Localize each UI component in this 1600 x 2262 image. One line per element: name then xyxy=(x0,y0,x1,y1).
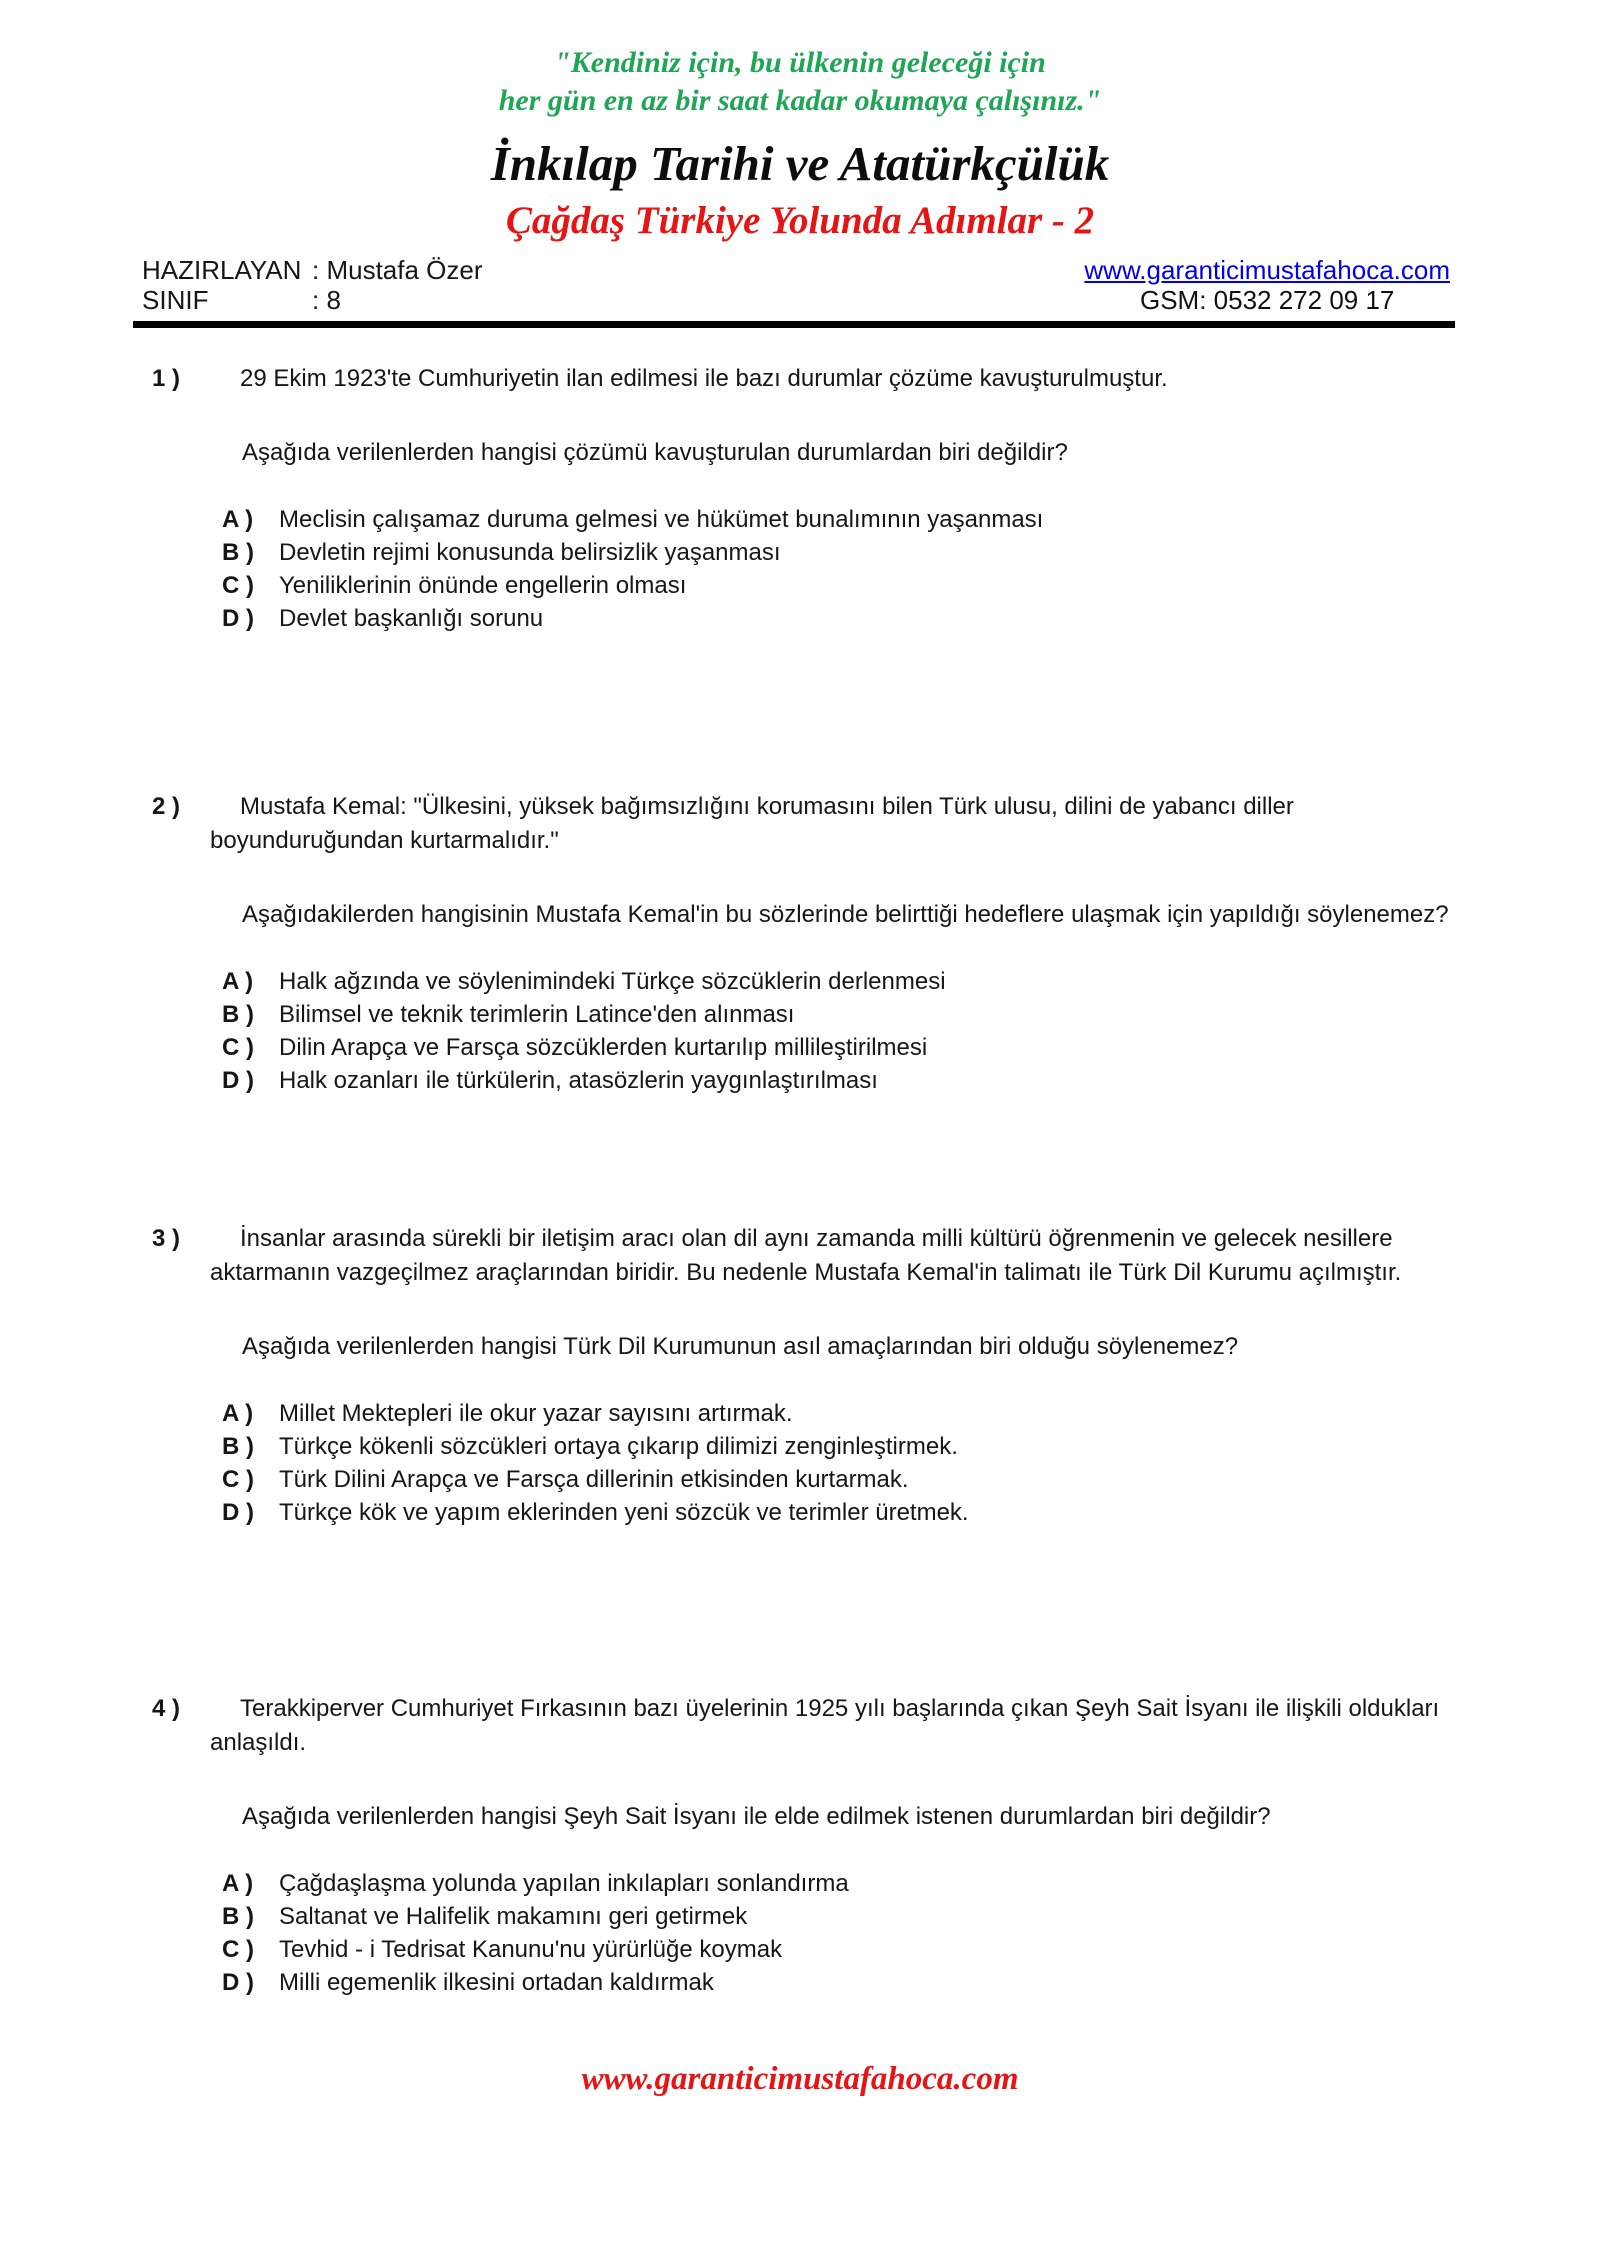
question-number: 2 ) xyxy=(152,793,181,820)
prepared-by-row xyxy=(142,255,483,285)
option-letter: A ) xyxy=(222,506,254,533)
option-letter: C ) xyxy=(222,1936,254,1963)
option-text: Türkçe kökenli sözcükleri ortaya çıkarıp dilimizi zenginleştirmek. xyxy=(279,1433,958,1460)
question-text: İnsanlar arasında sürekli bir iletişim aracı olan dil aynı zamanda milli kültürü öğrenmenin ve gelecek nesillere aktarmanın vazgeçilmez araçlarından biridir. Bu nedenle Mustafa Kemal'in talimatı ile Türk Dil Kurumu açılmıştır. xyxy=(210,1225,1402,1286)
author-info xyxy=(142,255,483,315)
option-a xyxy=(152,1867,1460,1900)
question-number: 4 ) xyxy=(152,1695,181,1722)
prepared-by-value: : Mustafa Özer xyxy=(312,255,483,285)
option-letter: B ) xyxy=(222,539,254,566)
question-3 xyxy=(152,1222,1460,1529)
options-list xyxy=(152,1397,1460,1529)
document-footer xyxy=(0,2059,1600,2099)
document-subtitle: Çağdaş Türkiye Yolunda Adımlar - 2 xyxy=(505,199,1095,242)
option-c xyxy=(152,569,1460,602)
quote-line-1: "Kendiniz için, bu ülkenin geleceği için xyxy=(554,46,1046,79)
question-text: 29 Ekim 1923'te Cumhuriyetin ilan edilmesi ile bazı durumlar çözüme kavuşturulmuştur. xyxy=(240,365,1168,392)
option-b xyxy=(152,536,1460,569)
class-label: SINIF xyxy=(142,285,209,315)
option-text: Türkçe kök ve yapım eklerinden yeni sözcük ve terimler üretmek. xyxy=(279,1499,969,1526)
contact-info xyxy=(1084,255,1450,315)
option-c xyxy=(152,1463,1460,1496)
header-divider xyxy=(133,321,1455,328)
class-value: : 8 xyxy=(312,285,341,315)
option-text: Yeniliklerinin önünde engellerin olması xyxy=(279,572,687,599)
option-text: Devlet başkanlığı sorunu xyxy=(279,605,544,632)
option-d xyxy=(152,1496,1460,1529)
option-letter: A ) xyxy=(222,968,254,995)
option-text: Meclisin çalışamaz duruma gelmesi ve hükümet bunalımının yaşanması xyxy=(279,506,1044,533)
option-letter: C ) xyxy=(222,1034,254,1061)
question-prompt: Aşağıda verilenlerden hangisi çözümü kavuşturulan durumlardan biri değildir? xyxy=(242,439,1068,466)
website-link[interactable]: www.garanticimustafahoca.com xyxy=(1084,255,1450,285)
question-text: Mustafa Kemal: "Ülkesini, yüksek bağımsızlığını korumasını bilen Türk ulusu, dilini de yabancı diller boyunduruğundan kurtarmalıdır." xyxy=(210,793,1294,854)
option-b xyxy=(152,1900,1460,1933)
option-text: Tevhid - i Tedrisat Kanunu'nu yürürlüğe koymak xyxy=(279,1936,783,1963)
option-text: Halk ozanları ile türkülerin, atasözlerin yaygınlaştırılması xyxy=(279,1067,878,1094)
document-title: İnkılap Tarihi ve Atatürkçülük xyxy=(490,136,1110,191)
gsm-number: GSM: 0532 272 09 17 xyxy=(1139,285,1395,315)
option-text: Türk Dilini Arapça ve Farsça dillerinin etkisinden kurtarmak. xyxy=(279,1466,909,1493)
quote-line-2: her gün en az bir saat kadar okumaya çalışınız." xyxy=(498,84,1102,117)
footer-website: www.garanticimustafahoca.com xyxy=(581,2061,1019,2097)
option-text: Devletin rejimi konusunda belirsizlik yaşanması xyxy=(279,539,781,566)
option-letter: C ) xyxy=(222,572,254,599)
options-list xyxy=(152,1867,1460,1999)
option-text: Milli egemenlik ilkesini ortadan kaldırmak xyxy=(279,1969,714,1996)
option-a xyxy=(152,503,1460,536)
prepared-by-label: HAZIRLAYAN xyxy=(142,255,302,285)
question-number: 3 ) xyxy=(152,1225,181,1252)
option-d xyxy=(152,1966,1460,1999)
document-header xyxy=(0,0,1600,328)
option-d xyxy=(152,1064,1460,1097)
option-a xyxy=(152,965,1460,998)
motivational-quote xyxy=(0,44,1600,120)
option-a xyxy=(152,1397,1460,1430)
option-letter: C ) xyxy=(222,1466,254,1493)
option-b xyxy=(152,998,1460,1031)
option-b xyxy=(152,1430,1460,1463)
question-prompt: Aşağıda verilenlerden hangisi Türk Dil Kurumunun asıl amaçlarından biri olduğu söylenemez? xyxy=(242,1333,1239,1360)
option-text: Çağdaşlaşma yolunda yapılan inkılapları sonlandırma xyxy=(279,1870,849,1897)
option-text: Saltanat ve Halifelik makamını geri getirmek xyxy=(279,1903,748,1930)
question-text: Terakkiperver Cumhuriyet Fırkasının bazı üyelerinin 1925 yılı başlarında çıkan Şeyh Sait İsyanı ile ilişkili oldukları anlaşıldı. xyxy=(210,1695,1440,1756)
options-list xyxy=(152,965,1460,1097)
options-list xyxy=(152,503,1460,635)
option-c xyxy=(152,1933,1460,1966)
option-text: Halk ağzında ve söylenimindeki Türkçe sözcüklerin derlenmesi xyxy=(279,968,946,995)
option-d xyxy=(152,602,1460,635)
info-row xyxy=(142,255,1450,315)
question-1 xyxy=(152,362,1460,635)
option-letter: B ) xyxy=(222,1903,254,1930)
option-letter: D ) xyxy=(222,1499,254,1526)
question-number: 1 ) xyxy=(152,365,181,392)
option-text: Millet Mektepleri ile okur yazar sayısını artırmak. xyxy=(279,1400,793,1427)
class-row xyxy=(142,285,483,315)
option-text: Dilin Arapça ve Farsça sözcüklerden kurtarılıp millileştirilmesi xyxy=(279,1034,928,1061)
option-c xyxy=(152,1031,1460,1064)
option-letter: A ) xyxy=(222,1400,254,1427)
option-text: Bilimsel ve teknik terimlerin Latince'den alınması xyxy=(279,1001,795,1028)
option-letter: D ) xyxy=(222,1067,254,1094)
option-letter: D ) xyxy=(222,1969,254,1996)
question-prompt: Aşağıdakilerden hangisinin Mustafa Kemal'in bu sözlerinde belirttiği hedeflere ulaşmak için yapıldığı söylenemez? xyxy=(242,901,1449,928)
option-letter: B ) xyxy=(222,1433,254,1460)
question-4 xyxy=(152,1692,1460,1999)
option-letter: B ) xyxy=(222,1001,254,1028)
option-letter: D ) xyxy=(222,605,254,632)
questions-area xyxy=(152,362,1460,1999)
question-prompt: Aşağıda verilenlerden hangisi Şeyh Sait İsyanı ile elde edilmek istenen durumlardan biri değildir? xyxy=(242,1803,1271,1830)
question-2 xyxy=(152,790,1460,1097)
option-letter: A ) xyxy=(222,1870,254,1897)
